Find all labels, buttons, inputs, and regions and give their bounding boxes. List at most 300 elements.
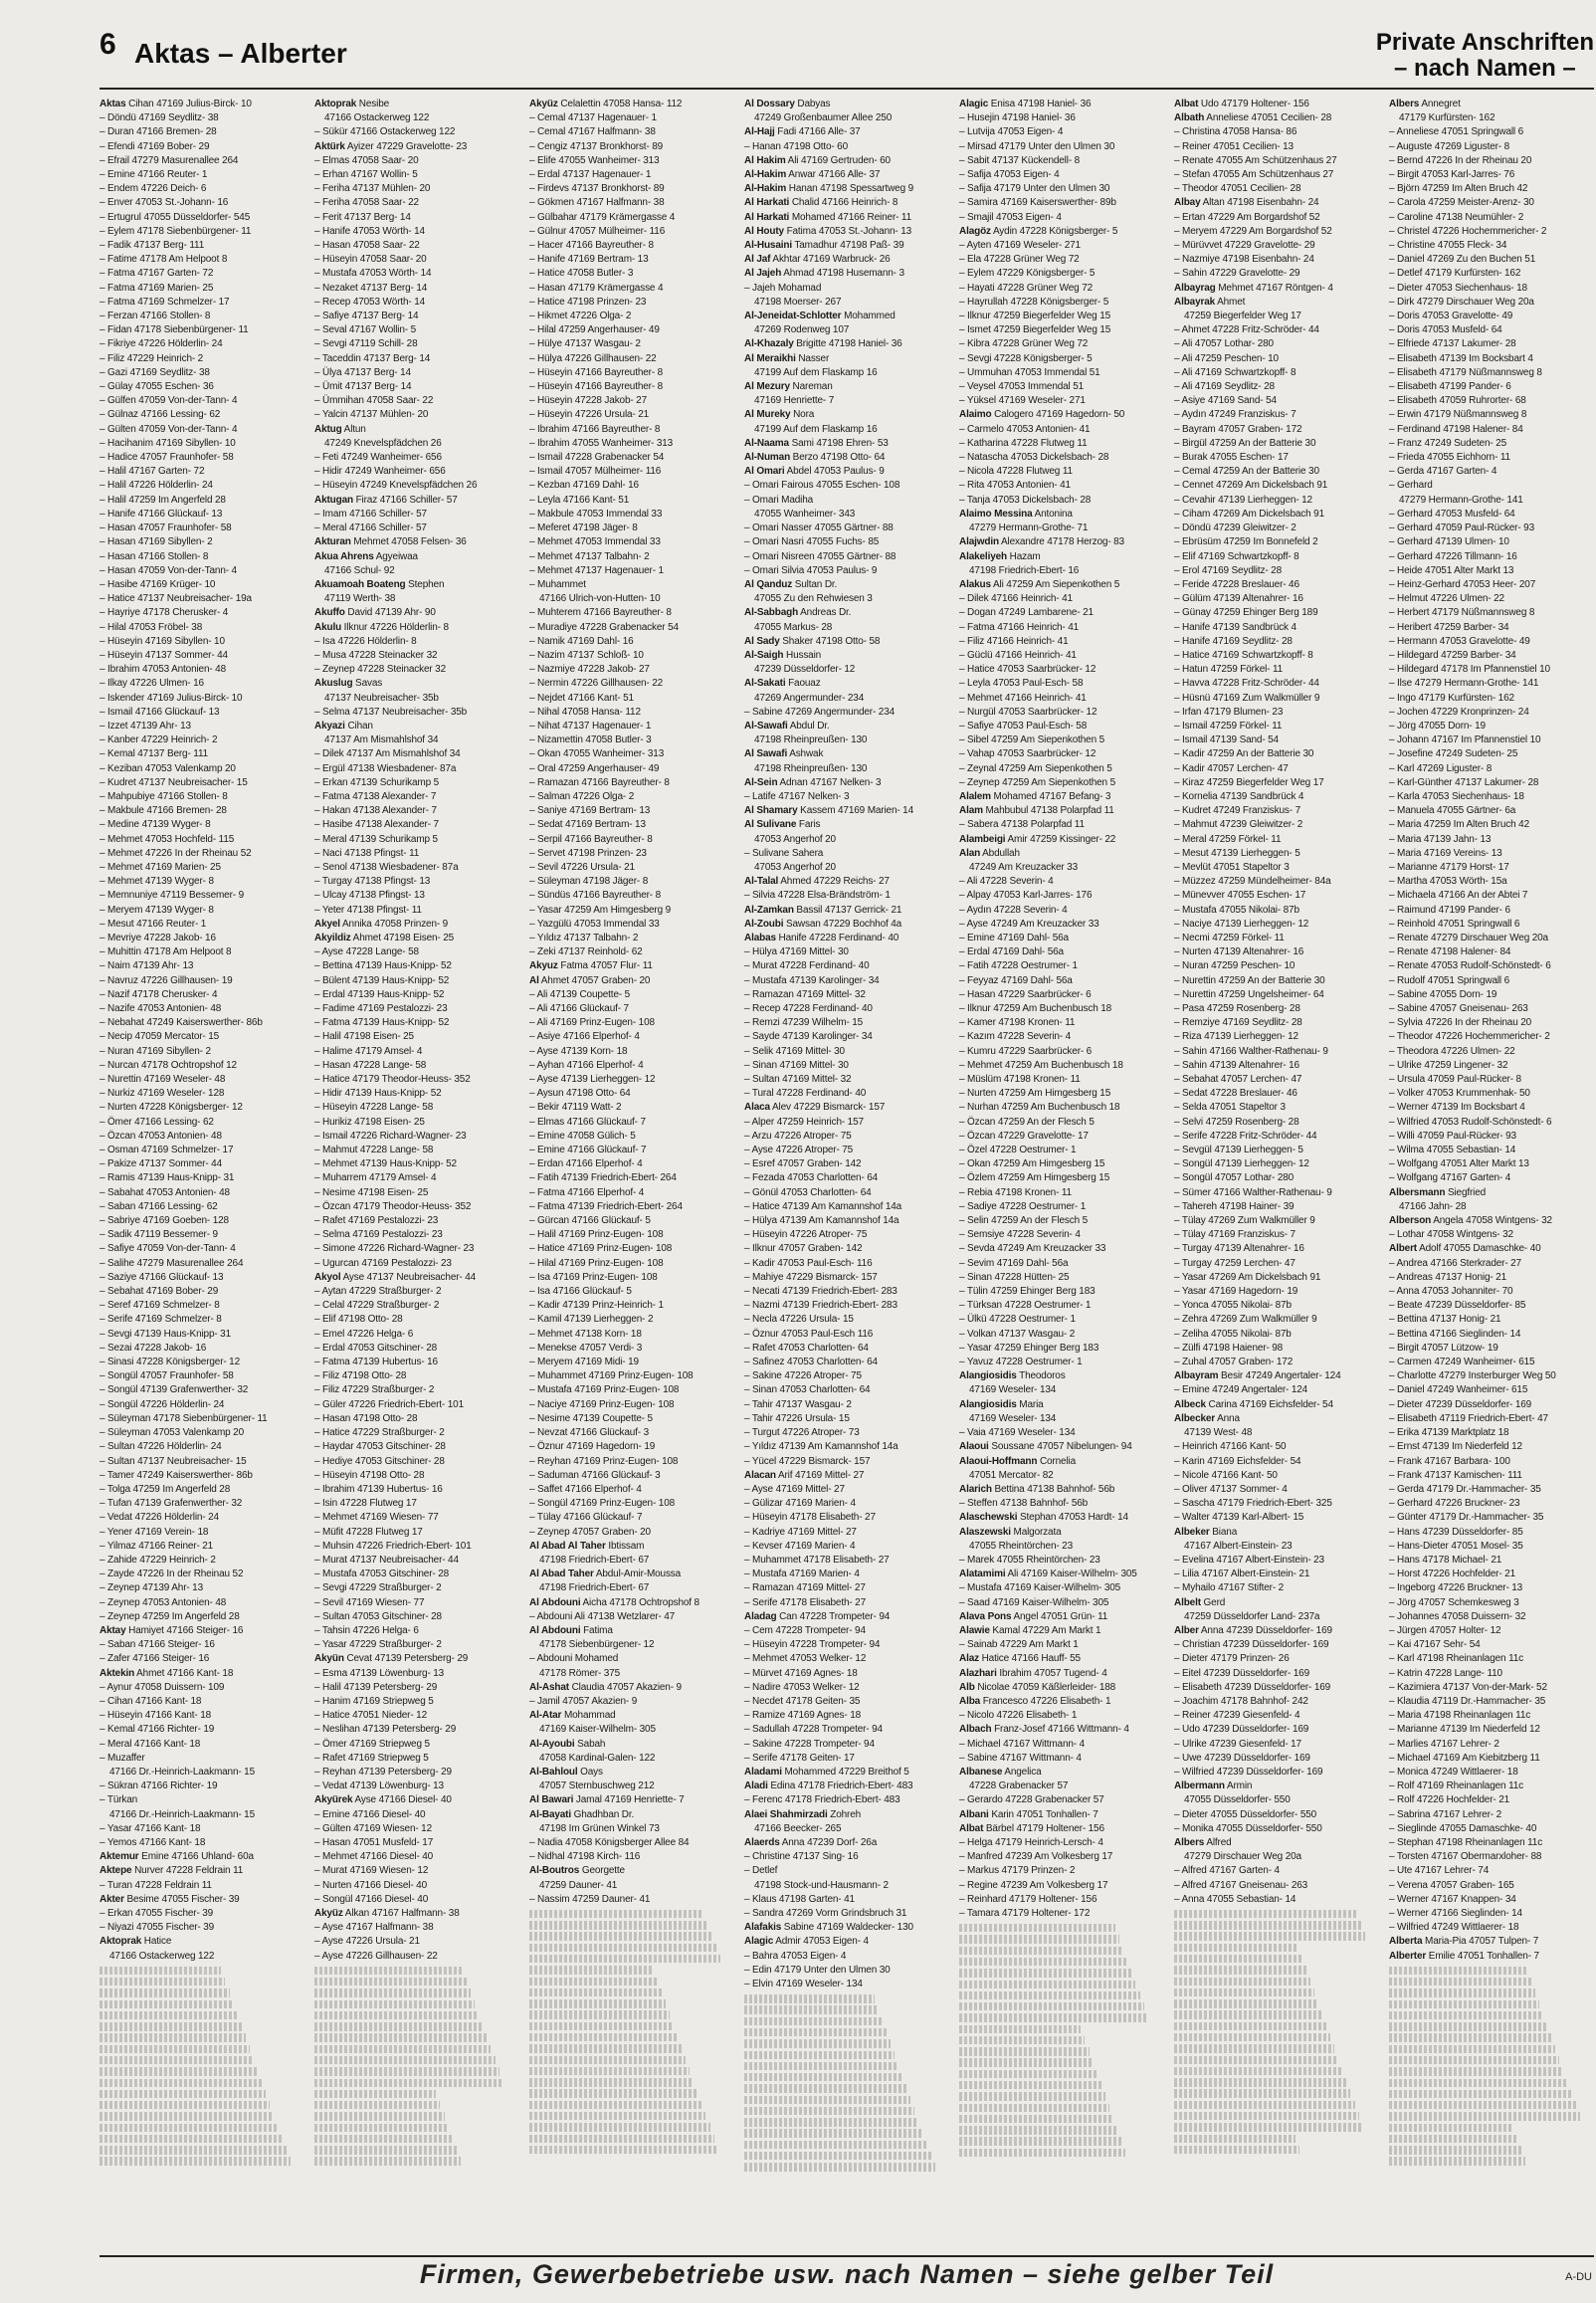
directory-entry	[1389, 1412, 1592, 1426]
entry-text: – Güler 47226 Friedrich-Ebert- 101	[314, 1398, 464, 1410]
entry-surname: Al Jajeh	[744, 268, 782, 280]
directory-entry	[744, 1200, 947, 1214]
entry-text: – Hüseyin 47137 Sommer- 44	[100, 649, 228, 661]
illegible-text-line	[1174, 2044, 1334, 2052]
entry-text: – Halime 47179 Amsel- 4	[314, 1045, 423, 1057]
entry-text: Hanife 47228 Ferdinand- 40	[778, 932, 899, 943]
entry-text: – Zeynep 47228 Steinacker 32	[314, 664, 447, 676]
directory-entry	[744, 182, 947, 196]
directory-entry	[959, 1667, 1162, 1681]
entry-text: Kamal 47229 Am Markt 1	[992, 1624, 1101, 1636]
directory-entry	[744, 988, 947, 1002]
entry-text: – Dieter 47053 Siechenhaus- 18	[1389, 282, 1527, 294]
entry-text: Nesibe	[358, 99, 390, 109]
entry-text: – Kornelia 47139 Sandbrück 4	[1174, 790, 1304, 802]
entry-text: – Zehra 47269 Zum Walkmüller 9	[1174, 1314, 1317, 1326]
directory-entry	[314, 1723, 517, 1737]
illegible-text-line	[529, 1999, 666, 2007]
directory-entry	[100, 182, 302, 196]
entry-text: – Riza 47139 Lierheggen- 12	[1174, 1031, 1298, 1043]
directory-entry	[529, 1059, 732, 1073]
entry-text: Maria-Pia 47057 Tulpen- 7	[1425, 1936, 1539, 1948]
directory-entry	[1389, 635, 1592, 649]
directory-entry	[744, 535, 947, 549]
entry-text: – Taceddin 47137 Berg- 14	[314, 352, 431, 364]
illegible-text-line	[959, 2081, 1101, 2089]
entry-text: – Zeynep 47139 Ahr- 13	[100, 1582, 203, 1594]
directory-entry	[1389, 1469, 1592, 1483]
directory-entry	[100, 1328, 302, 1342]
entry-surname: Al Harkati	[744, 211, 790, 223]
illegible-text-line	[744, 2118, 918, 2126]
entry-text: – Ismail 47139 Sand- 54	[1174, 734, 1279, 746]
illegible-text-line	[1389, 2022, 1547, 2030]
entry-text: – Ibrahim 47166 Bayreuther- 8	[529, 423, 661, 435]
entry-text: – Bülent 47139 Haus-Knipp- 52	[314, 974, 450, 986]
entry-surname: Akturan	[314, 536, 351, 548]
directory-entry	[100, 1540, 302, 1554]
directory-entry	[744, 635, 947, 649]
directory-entry	[744, 1356, 947, 1369]
entry-text: – Muharrem 47179 Amsel- 4	[314, 1172, 437, 1184]
entry-text: – Hidir 47139 Haus-Knipp- 52	[314, 1088, 442, 1100]
entry-text: – Hediye 47053 Gitschiner- 28	[314, 1455, 445, 1467]
entry-text: – Ernst 47139 Im Niederfeld 12	[1389, 1441, 1522, 1453]
directory-entry	[1389, 1526, 1592, 1540]
entry-text: – Renate 47279 Dirschauer Weg 20a	[1389, 932, 1548, 943]
entry-text: Sultan Dr.	[794, 578, 838, 590]
directory-entry	[529, 380, 732, 394]
entry-text: – Isin 47228 Flutweg 17	[314, 1498, 417, 1510]
entry-text: Ashwak	[789, 748, 824, 760]
entry-text: – Alfred 47167 Garten- 4	[1174, 1865, 1280, 1877]
entry-text: – Erwin 47179 Nüßmannsweg 8	[1389, 409, 1527, 421]
entry-surname: Alagöz	[959, 225, 991, 237]
directory-entry	[744, 1808, 947, 1822]
directory-entry	[314, 423, 517, 437]
entry-text: – Nazif 47178 Cherusker- 4	[100, 988, 218, 1000]
illegible-text-line	[1174, 1989, 1314, 1996]
entry-text: – Theodor 47226 Hochemmericher- 2	[1389, 1031, 1550, 1043]
entry-text: Nora	[793, 409, 815, 421]
entry-text: – Ibrahim 47139 Hubertus- 16	[314, 1483, 443, 1495]
directory-entry	[100, 1935, 302, 1949]
directory-entry	[100, 692, 302, 706]
directory-entry	[314, 1087, 517, 1101]
directory-entry	[1174, 1369, 1377, 1383]
entry-text: Soussane 47057 Nibelungen- 94	[991, 1441, 1132, 1453]
entry-text: 47169 Weseler- 134	[969, 1384, 1057, 1396]
entry-text: – Sultan 47226 Hölderlin- 24	[100, 1441, 222, 1453]
entry-text: – Mahmut 47239 Gleiwitzer- 2	[1174, 819, 1303, 831]
illegible-text-line	[744, 2062, 898, 2070]
directory-entry	[959, 1581, 1162, 1595]
directory-entry	[744, 211, 947, 225]
entry-text: – Zeynep 47057 Graben- 20	[529, 1526, 651, 1538]
entry-text: Fatima 47053 St.-Johann- 13	[786, 225, 912, 237]
directory-entry	[529, 394, 732, 408]
directory-entry	[314, 875, 517, 889]
entry-text: – Halil 47259 Im Angerfeld 28	[100, 494, 226, 506]
directory-entry	[744, 1780, 947, 1793]
entry-text: – Nuran 47169 Sibyllen- 2	[100, 1045, 211, 1057]
entry-text: – Zahide 47229 Heinrich- 2	[100, 1554, 216, 1566]
entry-text: Aicha 47178 Ochtropshof 8	[582, 1596, 699, 1608]
entry-text: – Karl 47269 Liguster- 8	[1389, 762, 1493, 774]
entry-text: – Auguste 47269 Liguster- 8	[1389, 140, 1510, 152]
directory-entry	[744, 847, 947, 861]
entry-text: – Mehmet 47169 Wiesen- 77	[314, 1512, 439, 1524]
directory-entry	[1174, 1130, 1377, 1144]
directory-entry	[1174, 1171, 1377, 1185]
directory-entry	[1174, 211, 1377, 225]
entry-text: Sami 47198 Ehren- 53	[791, 437, 889, 449]
entry-text: – Elisabeth 47139 Im Bocksbart 4	[1389, 352, 1533, 364]
illegible-text-line	[1174, 1955, 1302, 1963]
entry-text: – Veysel 47053 Immendal 51	[959, 381, 1085, 393]
directory-entry	[959, 1709, 1162, 1723]
entry-text: – Muhterem 47166 Bayreuther- 8	[529, 607, 672, 619]
directory-entry	[1174, 323, 1377, 337]
illegible-text-line	[100, 2079, 262, 2087]
directory-entry	[744, 1328, 947, 1342]
entry-text: – Heide 47051 Alter Markt 13	[1389, 564, 1514, 576]
directory-entry	[1389, 1921, 1592, 1935]
entry-text: – Natascha 47053 Dickelsbach- 28	[959, 452, 1109, 464]
entry-text: – Kemal 47166 Richter- 19	[100, 1724, 215, 1736]
entry-text: – Edin 47179 Unter den Ulmen 30	[744, 1964, 891, 1976]
directory-entry	[959, 1356, 1162, 1369]
directory-entry	[744, 1087, 947, 1101]
directory-entry	[1389, 1440, 1592, 1454]
directory-entry	[744, 1695, 947, 1709]
directory-entry	[744, 98, 947, 111]
directory-entry	[1389, 1144, 1592, 1157]
entry-text: – Necmi 47259 Förkel- 11	[1174, 932, 1285, 943]
directory-entry	[959, 1101, 1162, 1115]
directory-entry	[959, 1638, 1162, 1652]
directory-entry	[1389, 182, 1592, 196]
entry-text: – Sabriye 47169 Goeben- 128	[100, 1215, 229, 1227]
entry-surname: Al-Hajj	[744, 126, 775, 138]
directory-entry	[1174, 1356, 1377, 1369]
directory-entry	[959, 1328, 1162, 1342]
directory-entry	[959, 804, 1162, 818]
entry-text: Abdel 47053 Paulus- 9	[786, 466, 885, 478]
entry-text: Ayizer 47229 Gravelotte- 23	[346, 140, 468, 152]
directory-entry	[314, 154, 517, 168]
directory-entry	[529, 451, 732, 465]
directory-entry	[1389, 479, 1592, 493]
directory-entry	[314, 1002, 517, 1016]
illegible-text-line	[1174, 2135, 1296, 2143]
directory-entry	[100, 1030, 302, 1044]
entry-text: – Erika 47139 Marktplatz 18	[1389, 1427, 1509, 1439]
entry-text: – Feriha 47058 Saar- 22	[314, 197, 419, 209]
entry-text: – Mehmet 47138 Korn- 18	[529, 1328, 642, 1340]
illegible-text-line	[744, 2096, 910, 2104]
entry-text: Kassem 47169 Marien- 14	[800, 805, 914, 817]
illegible-text-line	[959, 2115, 1113, 2123]
directory-entry	[1174, 1738, 1377, 1752]
directory-entry	[100, 282, 302, 296]
directory-entry	[744, 1242, 947, 1256]
directory-entry	[959, 1540, 1162, 1554]
entry-text: 47178 Siebenbürgener- 12	[539, 1639, 655, 1651]
entry-text: – Selik 47169 Mittel- 30	[744, 1045, 845, 1057]
entry-text: – Sinasi 47228 Königsberger- 12	[100, 1357, 241, 1368]
directory-entry	[529, 564, 732, 578]
entry-text: – Nebahat 47249 Kaiserswerther- 86b	[100, 1017, 263, 1029]
directory-entry	[529, 168, 732, 182]
directory-entry	[529, 98, 732, 111]
directory-entry	[959, 932, 1162, 945]
directory-entry	[959, 592, 1162, 606]
illegible-text-line	[959, 1935, 1119, 1943]
directory-entry	[744, 833, 947, 847]
entry-text: – Okan 47259 Am Himgesberg 15	[959, 1158, 1105, 1170]
directory-entry	[529, 111, 732, 125]
directory-entry	[314, 1695, 517, 1709]
directory-entry	[959, 98, 1162, 111]
entry-surname: Albermann	[1174, 1780, 1225, 1792]
entry-text: – Necdet 47178 Geiten- 35	[744, 1695, 861, 1707]
directory-entry	[959, 125, 1162, 139]
entry-text: – Renate 47198 Halener- 84	[1389, 946, 1511, 958]
directory-entry	[959, 1893, 1162, 1907]
entry-text: – Hilal 47053 Fröbel- 38	[100, 621, 203, 633]
directory-entry	[1174, 1045, 1377, 1059]
entry-text: – Sinan 47053 Charlotten- 64	[744, 1384, 871, 1396]
entry-surname: Albers	[1174, 1836, 1205, 1848]
entry-text: – Emel 47226 Helga- 6	[314, 1328, 414, 1340]
directory-entry	[744, 196, 947, 210]
entry-text: Ahmet	[1217, 296, 1246, 308]
entry-surname: Alber	[1174, 1624, 1199, 1636]
entry-text: – Günter 47179 Dr.-Hammacher- 35	[1389, 1512, 1544, 1524]
directory-entry	[314, 1836, 517, 1850]
entry-surname: Alatamimi	[959, 1569, 1006, 1580]
entry-text: – Myhailo 47167 Stifter- 2	[1174, 1582, 1285, 1594]
entry-text: – Tamara 47179 Holtener- 172	[959, 1908, 1091, 1919]
directory-entry	[1389, 945, 1592, 959]
illegible-text-line	[100, 2101, 270, 2109]
entry-text: – Ferzan 47166 Stollen- 8	[100, 311, 211, 322]
entry-text: – Muhammet	[529, 578, 586, 590]
entry-text: – Carmelo 47053 Antonien- 41	[959, 423, 1091, 435]
directory-entry	[1174, 1850, 1377, 1864]
directory-entry	[744, 621, 947, 635]
entry-text: 47169 Weseler- 134	[969, 1412, 1057, 1424]
entry-text: – Sedat 47228 Breslauer- 46	[1174, 1088, 1297, 1100]
entry-text: – Hasan 47058 Saar- 22	[314, 240, 420, 252]
directory-entry	[100, 1766, 302, 1780]
entry-text: – Elisabeth 47199 Pander- 6	[1389, 381, 1511, 393]
directory-entry	[1174, 451, 1377, 465]
directory-entry	[529, 323, 732, 337]
directory-entry	[100, 323, 302, 337]
entry-text: – Ümmihan 47058 Saar- 22	[314, 395, 434, 407]
directory-entry	[529, 1144, 732, 1157]
entry-text: – Maria 47169 Vereins- 13	[1389, 847, 1502, 859]
directory-entry	[1174, 1059, 1377, 1073]
directory-entry	[1174, 1511, 1377, 1525]
directory-entry	[529, 790, 732, 804]
entry-text: – Kadir 47139 Prinz-Heinrich- 1	[529, 1300, 664, 1312]
entry-text: – Jürgen 47057 Holter- 12	[1389, 1624, 1501, 1636]
entry-text: – Reinhold 47051 Springwall 6	[1389, 918, 1520, 930]
directory-entry	[1174, 790, 1377, 804]
illegible-text-line	[744, 2152, 931, 2160]
entry-text: Annegret	[1421, 99, 1461, 109]
illegible-text-line	[1174, 1910, 1357, 1918]
entry-text: – Maria 47259 Im Alten Bruch 42	[1389, 819, 1529, 831]
illegible-text-line	[314, 2022, 483, 2030]
entry-text: – Hasan 47198 Otto- 28	[314, 1412, 418, 1424]
directory-entry	[314, 1864, 517, 1878]
directory-entry	[744, 337, 947, 351]
directory-entry	[529, 1681, 732, 1695]
directory-entry	[1389, 1285, 1592, 1299]
entry-text: – Zeynal 47259 Am Siepenkothen 5	[959, 762, 1112, 774]
entry-text: Abdul-Amir-Moussa	[595, 1569, 682, 1580]
entry-text: – Mehmet 47137 Talbahn- 2	[529, 550, 650, 562]
illegible-text-line	[1174, 2078, 1346, 2086]
entry-text: Nurver 47228 Feldrain 11	[134, 1865, 244, 1877]
entry-text: – Ertugrul 47055 Düsseldorfer- 545	[100, 211, 251, 223]
directory-entry	[314, 1342, 517, 1356]
directory-entry	[1389, 1030, 1592, 1044]
directory-entry	[959, 296, 1162, 310]
directory-entry	[1389, 621, 1592, 635]
directory-entry	[1174, 1440, 1377, 1454]
entry-text: – Emine 47166 Diesel- 40	[314, 1808, 426, 1820]
directory-entry	[1174, 1157, 1377, 1171]
illegible-text-line	[1389, 2000, 1539, 2008]
directory-entry	[314, 790, 517, 804]
directory-entry	[100, 1200, 302, 1214]
entry-text: – Hacer 47166 Bayreuther- 8	[529, 240, 654, 252]
illegible-text-line	[744, 2163, 935, 2171]
entry-surname: Albeker	[1174, 1526, 1210, 1538]
entry-surname: Al-Bayati	[529, 1808, 571, 1820]
entry-surname: Akua Ahrens	[314, 550, 374, 562]
entry-text: Akhtar 47169 Warbruck- 26	[772, 254, 891, 266]
entry-surname: Alan	[959, 847, 981, 859]
directory-entry	[1174, 677, 1377, 691]
entry-text: – Gökmen 47167 Halfmann- 38	[529, 197, 665, 209]
entry-text: 47166 Dr.-Heinrich-Laakmann- 15	[109, 1808, 255, 1820]
directory-entry	[100, 1412, 302, 1426]
directory-entry	[529, 1002, 732, 1016]
entry-surname: Al-Saigh	[744, 649, 784, 661]
entry-surname: Al Jaf	[744, 254, 771, 266]
directory-entry	[1389, 1328, 1592, 1342]
directory-entry	[1389, 1568, 1592, 1581]
directory-entry	[1389, 1752, 1592, 1766]
entry-text: – Mahmut 47228 Lange- 58	[314, 1145, 434, 1156]
illegible-text-line	[1174, 2123, 1363, 2131]
directory-entry	[1389, 1045, 1592, 1059]
entry-surname: Alangiosidis	[959, 1370, 1017, 1382]
entry-text: – Hatice 47198 Prinzen- 23	[529, 296, 647, 308]
directory-entry	[100, 904, 302, 918]
entry-text: – Kanber 47229 Heinrich- 2	[100, 734, 218, 746]
entry-text: – Salihe 47279 Masurenallee 264	[100, 1257, 244, 1269]
directory-entry	[100, 1921, 302, 1935]
directory-entry	[529, 1638, 732, 1652]
directory-entry	[529, 720, 732, 733]
entry-text: – Mustafa 47169 Kaiser-Wilhelm- 305	[959, 1582, 1121, 1594]
directory-entry	[959, 706, 1162, 720]
entry-text: – Hüseyin 47249 Knevelspfädchen 26	[314, 480, 478, 492]
entry-surname: Alabas	[744, 932, 776, 943]
entry-text: – Nesime 47139 Coupette- 5	[529, 1412, 653, 1424]
entry-text: – Hasibe 47138 Alexander- 7	[314, 819, 439, 831]
entry-text: Siegfried	[1447, 1186, 1487, 1198]
illegible-text-line	[529, 2112, 705, 2120]
entry-text: – Gerhard	[1389, 480, 1433, 492]
entry-text: – Gülfen 47059 Von-der-Tann- 4	[100, 395, 238, 407]
entry-text: Brigitte 47198 Haniel- 36	[796, 338, 902, 350]
directory-entry	[744, 804, 947, 818]
directory-entry	[314, 437, 517, 451]
illegible-text-line	[314, 2146, 457, 2154]
entry-text: – Oliver 47137 Sommer- 4	[1174, 1483, 1288, 1495]
directory-entry	[100, 437, 302, 451]
directory-entry	[959, 988, 1162, 1002]
entry-text: – Songül 47226 Hölderlin- 24	[100, 1398, 225, 1410]
directory-entry	[529, 818, 732, 832]
entry-text: Cihan	[347, 720, 373, 732]
illegible-text-line	[959, 2047, 1090, 2055]
directory-entry	[744, 267, 947, 281]
entry-surname: Al Hakim	[744, 154, 786, 166]
entry-text: Karin 47051 Tonhallen- 7	[991, 1808, 1098, 1820]
entry-surname: Albayram	[1174, 1370, 1219, 1382]
directory-entry	[744, 1045, 947, 1059]
illegible-text-line	[1389, 2045, 1555, 2053]
entry-text: – Wilfried 47053 Rudolf-Schönstedt- 6	[1389, 1116, 1552, 1128]
section-title-line1: Private Anschriften	[1375, 29, 1594, 56]
entry-text: – Elisabeth 47179 Nüßmannsweg 8	[1389, 366, 1542, 378]
entry-text: – Turgay 47138 Pfingst- 13	[314, 876, 431, 888]
entry-surname: Al Harkati	[744, 197, 790, 209]
entry-text: – Volkan 47137 Wasgau- 2	[959, 1328, 1076, 1340]
entry-text: – Dieter 47179 Prinzen- 26	[1174, 1653, 1290, 1665]
directory-entry	[100, 1285, 302, 1299]
directory-entry	[100, 239, 302, 253]
directory-entry	[1174, 337, 1377, 351]
entry-text: – Ömer 47166 Lessing- 62	[100, 1116, 214, 1128]
entry-text: – Ilse 47279 Hermann-Grothe- 141	[1389, 678, 1539, 690]
entry-text: – Renate 47055 Am Schützenhaus 27	[1174, 154, 1337, 166]
entry-surname: Al Sulivane	[744, 819, 797, 831]
illegible-text-line	[959, 2092, 1105, 2100]
entry-text: – Reinhard 47179 Holtener- 156	[959, 1893, 1097, 1905]
directory-entry	[959, 1242, 1162, 1256]
entry-text: – Ismail 47259 Förkel- 11	[1174, 720, 1283, 732]
directory-entry	[1174, 310, 1377, 323]
entry-text: – Hatun 47259 Förkel- 11	[1174, 664, 1284, 676]
entry-text: – Feti 47249 Wanheimer- 656	[314, 452, 442, 464]
directory-entry	[314, 988, 517, 1002]
directory-entry	[744, 1766, 947, 1780]
directory-entry	[1389, 1242, 1592, 1256]
entry-surname: Alberson	[1389, 1215, 1432, 1227]
directory-entry	[314, 1257, 517, 1271]
directory-entry	[529, 1116, 732, 1130]
